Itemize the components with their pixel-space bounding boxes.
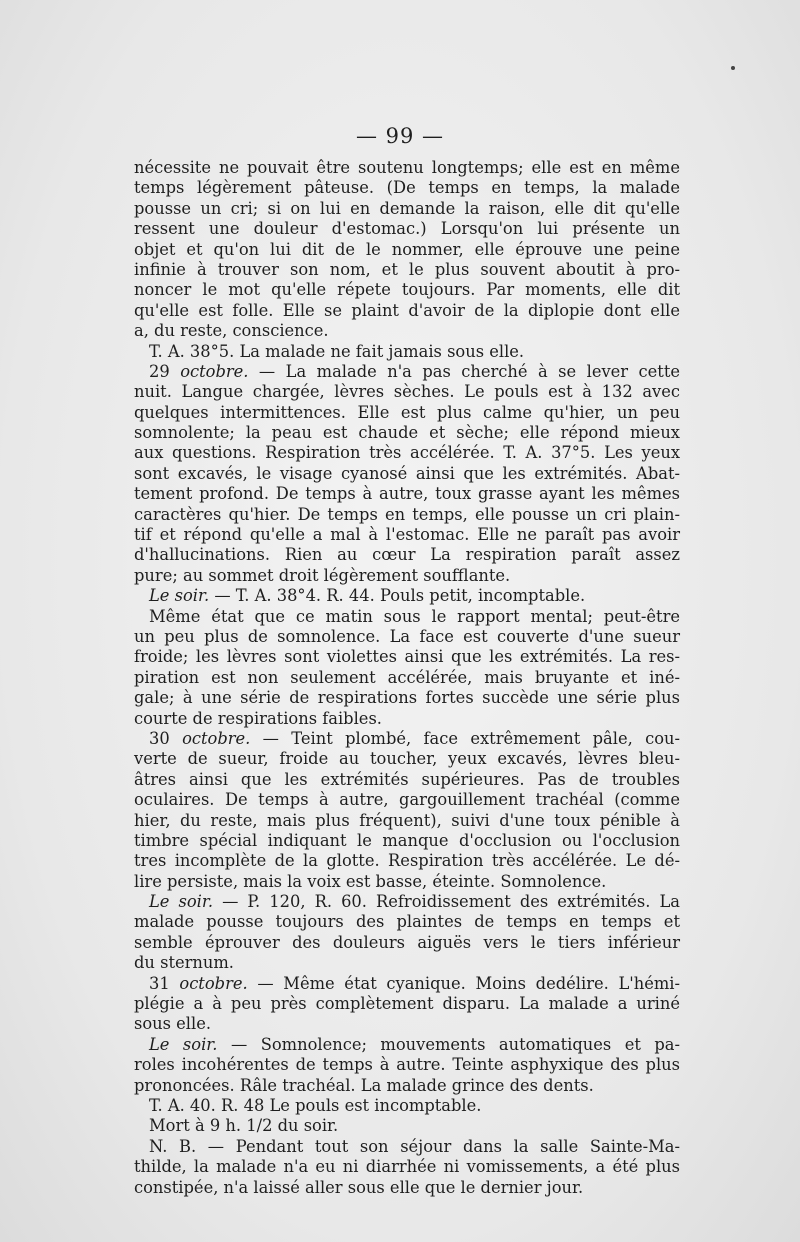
text-line xyxy=(134,729,680,749)
entry-heading: Le soir. xyxy=(149,586,210,606)
ink-speck xyxy=(731,66,735,70)
text-line: verte de sueur, froide au toucher, yeux excavés, lèvres bleu- xyxy=(134,749,680,769)
text-line: N. B. — Pendant tout son séjour dans la salle Sainte-Ma- xyxy=(149,1136,680,1156)
text-line xyxy=(134,974,680,994)
text-line: hier, du reste, mais plus fréquent), suivi d'une toux pénible à xyxy=(134,810,680,830)
text-line: Mort à 9 h. 1/2 du soir. xyxy=(149,1116,339,1136)
text-line: ressent une douleur d'estomac.) Lorsqu'on lui présente un xyxy=(134,219,680,239)
text-line: malade pousse toujours des plaintes de temps en temps et xyxy=(134,912,680,932)
text-line: quelques intermittences. Elle est plus calme qu'hier, un peu xyxy=(134,402,680,422)
entry-heading: octobre. xyxy=(180,361,249,381)
entry-text: — Même état cyanique. Moins dedélire. L'hémi- xyxy=(247,973,680,993)
text-line: tement profond. De temps à autre, toux grasse ayant les mêmes xyxy=(134,484,680,504)
page-number: — 99 — xyxy=(355,124,445,148)
text-line: froide; les lèvres sont violettes ainsi que les extrémités. La res- xyxy=(134,647,680,667)
text-line: oculaires. De temps à autre, gargouillement trachéal (comme xyxy=(134,790,680,810)
text-line: du sternum. xyxy=(134,953,234,973)
entry-date-number: 31 xyxy=(149,973,180,993)
text-line: sont excavés, le visage cyanosé ainsi que les extrémités. Abat- xyxy=(134,463,680,483)
text-line xyxy=(134,362,680,382)
entry-text: — P. 120, R. 60. Refroidissement des extrémités. La xyxy=(213,892,680,912)
text-line: sous elle. xyxy=(134,1014,212,1034)
text-line: courte de respirations faibles. xyxy=(134,708,382,728)
entry-text: — T. A. 38°4. R. 44. Pouls petit, incomptable. xyxy=(209,586,586,606)
entry-date-number: 30 xyxy=(149,728,183,748)
text-line: caractères qu'hier. De temps en temps, elle pousse un cri plain- xyxy=(134,504,680,524)
text-line: objet et qu'on lui dit de le nommer, elle éprouve une peine xyxy=(134,239,680,259)
entry-text: — Teint plombé, face extrêmement pâle, cou- xyxy=(250,728,680,748)
text-line: âtres ainsi que les extrémités supérieures. Pas de troubles xyxy=(134,769,680,789)
text-line: prononcées. Râle trachéal. La malade grince des dents. xyxy=(134,1075,594,1095)
text-line: gale; à une série de respirations fortes succède une série plus xyxy=(134,688,680,708)
text-line: plégie a à peu près complètement disparu. La malade a uriné xyxy=(134,994,680,1014)
text-line: pure; au sommet droit légèrement soufflante. xyxy=(134,565,511,585)
text-line: nécessite ne pouvait être soutenu longtemps; elle est en même xyxy=(134,158,680,177)
text-line xyxy=(134,1035,680,1055)
text-line: Même état que ce matin sous le rapport mental; peut-être xyxy=(149,606,680,626)
text-line: a, du reste, conscience. xyxy=(134,321,329,341)
entry-heading: Le soir. xyxy=(149,892,214,912)
entry-date-number: 29 xyxy=(149,361,181,381)
text-line: timbre spécial indiquant le manque d'occlusion ou l'occlusion xyxy=(134,830,680,850)
text-line: piration est non seulement accélérée, mais bruyante et iné- xyxy=(134,667,680,687)
text-line xyxy=(134,586,680,606)
text-line: T. A. 38°5. La malade ne fait jamais sous elle. xyxy=(149,341,525,361)
body-text xyxy=(134,158,680,1198)
text-line: semble éprouver des douleurs aiguës vers le tiers inférieur xyxy=(134,932,680,952)
text-line: qu'elle est folle. Elle se plaint d'avoir de la diplopie dont elle xyxy=(134,300,680,320)
entry-text: — La malade n'a pas cherché à se lever cette xyxy=(248,361,680,381)
entry-heading: Le soir. xyxy=(149,1034,218,1054)
text-line: temps légèrement pâteuse. (De temps en temps, la malade xyxy=(134,178,680,198)
text-line: un peu plus de somnolence. La face est couverte d'une sueur xyxy=(134,626,680,646)
entry-text: — Somnolence; mouvements automatiques et pa- xyxy=(217,1034,681,1054)
text-line: infinie à trouver son nom, et le plus souvent aboutit à pro- xyxy=(134,259,680,279)
text-line: nuit. Langue chargée, lèvres sèches. Le pouls est à 132 avec xyxy=(134,382,680,402)
text-line: lire persiste, mais la voix est basse, éteinte. Somnolence. xyxy=(134,871,607,891)
text-line xyxy=(134,892,680,912)
text-line: tres incomplète de la glotte. Respiration très accélérée. Le dé- xyxy=(134,851,680,871)
text-line: noncer le mot qu'elle répete toujours. Par moments, elle dit xyxy=(134,280,680,300)
entry-heading: octobre. xyxy=(182,728,251,748)
text-line: thilde, la malade n'a eu ni diarrhée ni vomissements, a été plus xyxy=(134,1157,680,1177)
text-line: constipée, n'a laissé aller sous elle que le dernier jour. xyxy=(134,1177,584,1197)
text-line: d'hallucinations. Rien au cœur La respiration paraît assez xyxy=(134,545,680,565)
text-line: somnolente; la peau est chaude et sèche; elle répond mieux xyxy=(134,423,680,443)
text-line: T. A. 40. R. 48 Le pouls est incomptable. xyxy=(149,1095,482,1115)
text-line: tif et répond qu'elle a mal à l'estomac. Elle ne paraît pas avoir xyxy=(134,525,680,545)
text-line: aux questions. Respiration très accélérée. T. A. 37°5. Les yeux xyxy=(134,443,680,463)
text-line: roles incohérentes de temps à autre. Teinte asphyxique des plus xyxy=(134,1055,680,1075)
text-line: pousse un cri; si on lui en demande la raison, elle dit qu'elle xyxy=(134,198,680,218)
entry-heading: octobre. xyxy=(179,973,248,993)
